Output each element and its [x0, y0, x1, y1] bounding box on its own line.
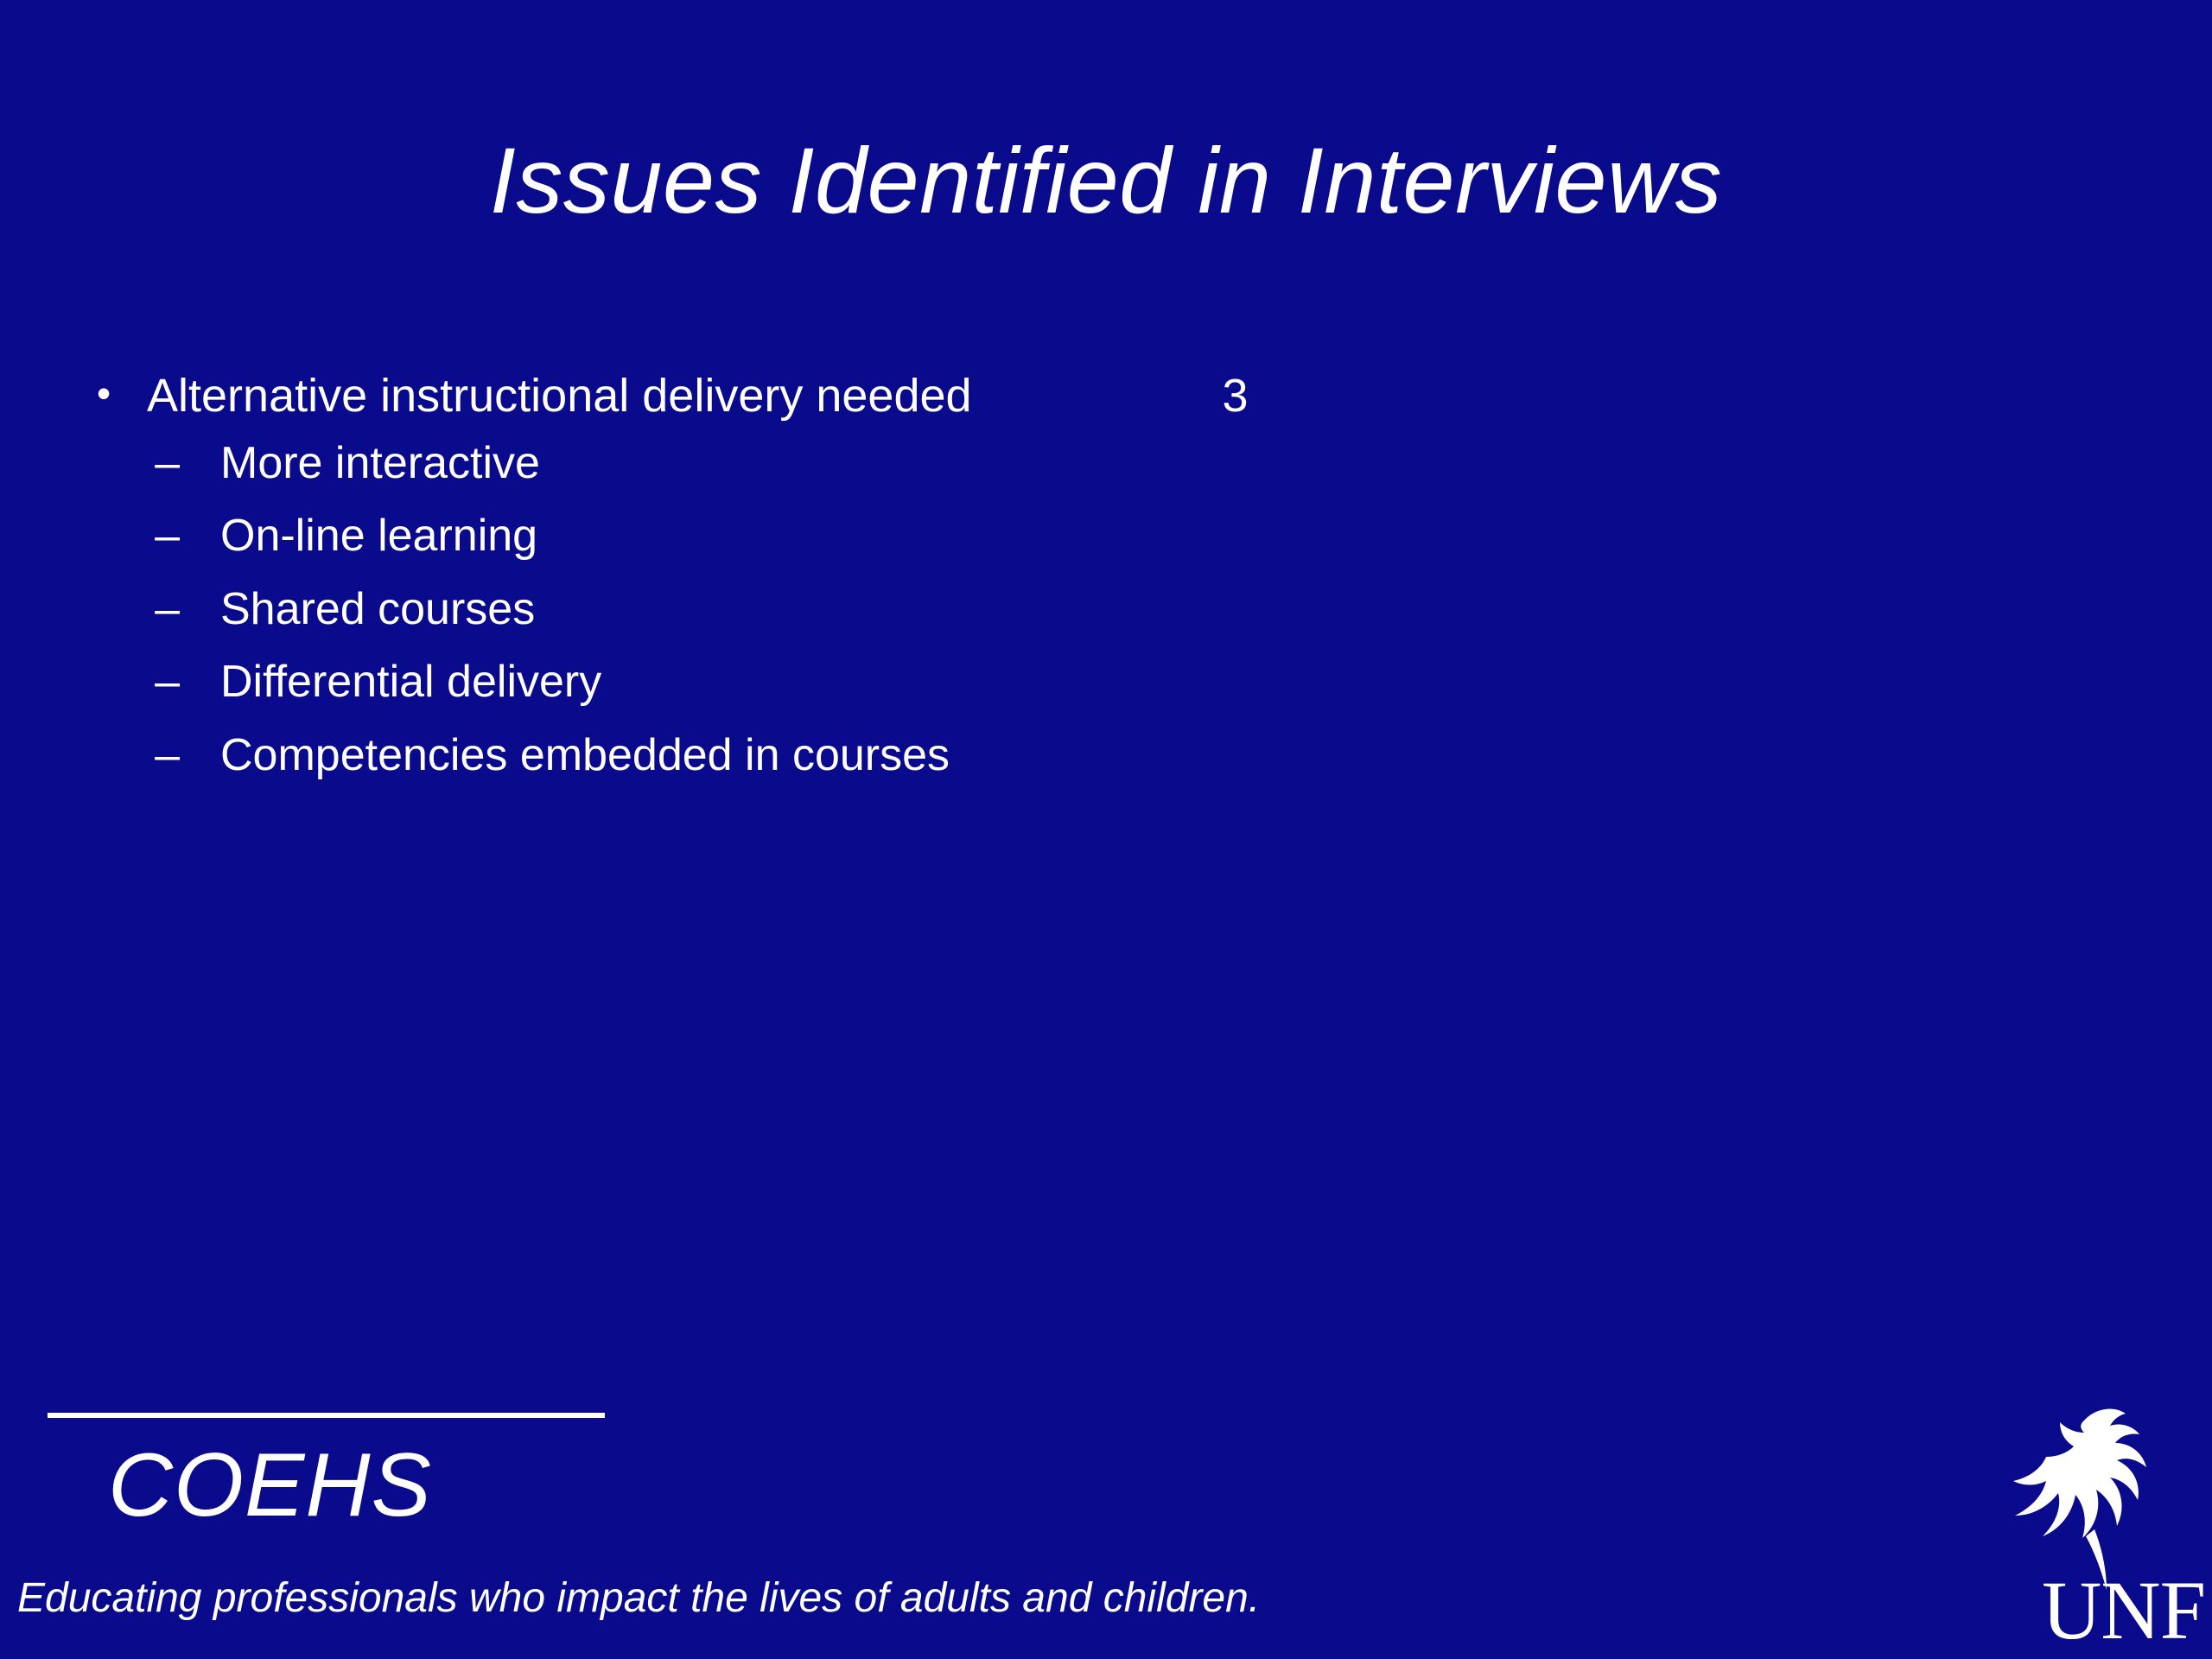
bullet-marker-icon: •: [96, 371, 111, 416]
dash-marker-icon: –: [155, 437, 180, 488]
dash-marker-icon: –: [155, 511, 180, 562]
dash-marker-icon: –: [155, 730, 180, 781]
bullet-item-level2: [60, 658, 2048, 706]
slide-body: [60, 372, 2048, 805]
unf-wordmark: UNF: [2041, 1564, 2205, 1656]
coehs-wordmark: COEHS: [108, 1435, 432, 1535]
bullet-item-level1: [60, 372, 2048, 421]
bullet-text: Alternative instructional delivery needed: [147, 370, 972, 422]
bullet-text: More interactive: [220, 437, 540, 488]
dash-marker-icon: –: [155, 657, 180, 708]
footer-tagline: Educating professionals who impact the lives of adults and children.: [17, 1575, 1261, 1621]
slide-title: Issues Identified in Interviews: [489, 128, 1723, 232]
bullet-text: Differential delivery: [220, 657, 602, 708]
bullet-item-level2: [60, 583, 2048, 634]
bullet-text: Competencies embedded in courses: [220, 730, 950, 781]
bullet-text: On-line learning: [220, 511, 538, 562]
bullet-item-level2: [60, 437, 2048, 488]
bullet-item-level2: [60, 732, 2048, 779]
bullet-text: Shared courses: [220, 583, 536, 634]
dash-marker-icon: –: [155, 583, 180, 634]
bullet-count: 3: [1222, 370, 1249, 422]
footer-divider: [48, 1413, 605, 1418]
bullet-item-level2: [60, 512, 2048, 560]
